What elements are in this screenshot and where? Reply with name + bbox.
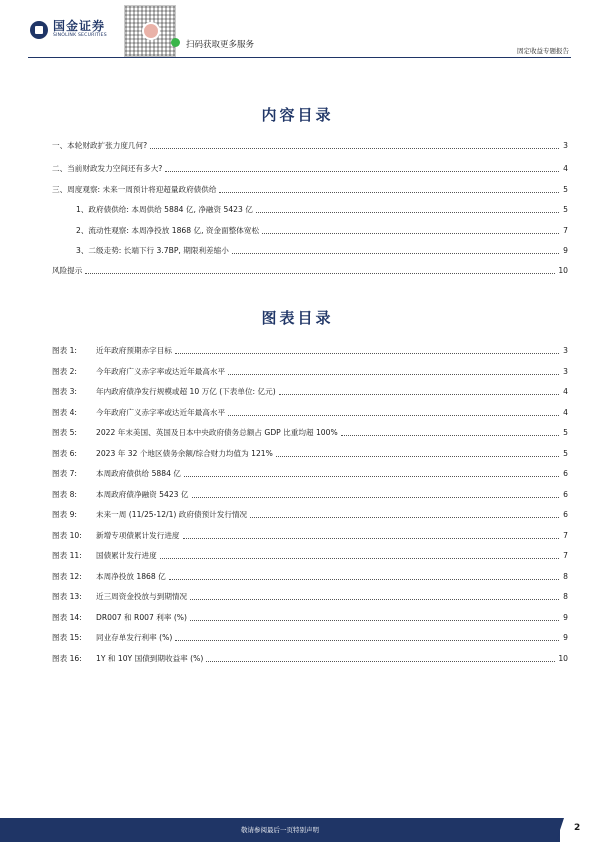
company-logo [30,20,107,39]
toc-item-page: 3 [563,141,568,150]
figure-number: 图表 9: [52,510,77,519]
figure-number: 图表 10: [52,530,82,540]
leader-dots [232,253,559,254]
figure-label: 本周净投放 1868 亿 [96,571,166,581]
figure-page: 8 [563,592,568,601]
figure-page: 5 [563,448,568,458]
toc-item-label: 风险提示 [52,266,83,275]
figure-label: 国债累计发行进度 [96,551,157,560]
figure-item[interactable] [52,611,568,623]
toc-subitem[interactable] [52,203,568,215]
figure-page: 4 [563,387,568,396]
toc-subitem[interactable] [52,244,568,256]
figure-item[interactable] [52,467,568,479]
figure-page: 8 [563,571,568,581]
figure-page: 7 [563,551,568,560]
toc-item-label: 一、本轮财政扩张力度几何? [52,141,148,150]
figure-page: 7 [563,530,568,540]
figure-item[interactable] [52,344,568,356]
figure-page: 4 [563,407,568,417]
toc-item[interactable] [52,162,568,174]
toc-item-page: 7 [563,226,568,235]
header-divider [28,57,571,58]
qr-code[interactable] [124,5,176,57]
figure-number: 图表 14: [52,612,82,622]
figure-label: 未来一周 (11/25-12/1) 政府债预计发行情况 [96,510,248,519]
figure-number: 图表 8: [52,489,77,499]
figure-item[interactable] [52,406,568,418]
leader-dots [175,640,559,641]
figure-number: 图表 4: [52,407,77,417]
figure-page: 3 [563,346,568,355]
figure-label: 本周政府债供给 5884 亿 [96,469,181,478]
toc-title: 内容目录 [261,106,334,124]
figure-item[interactable] [52,590,568,602]
figure-page: 6 [563,469,568,478]
leader-dots [250,517,559,518]
figure-number: 图表 16: [52,653,82,663]
figure-page: 9 [563,633,568,642]
toc-item-label: 二、当前财政发力空间还有多大? [52,164,163,173]
figure-label: 2022 年末美国、英国及日本中央政府债务总额占 GDP 比重均超 100% [96,428,338,437]
leader-dots [262,233,559,234]
figure-label: 近年政府预期赤字目标 [96,346,172,355]
leader-dots [276,456,559,457]
figure-item[interactable] [52,447,568,459]
leader-dots [85,273,555,274]
figures-title: 图表目录 [261,309,334,327]
figure-page: 3 [563,366,568,376]
toc-item[interactable] [52,139,568,151]
toc-item-label: 2、流动性观察: 本周净投放 1868 亿, 资金面整体宽松 [76,226,260,235]
page-header [0,0,595,62]
footer-disclaimer: 敬请参阅最后一页特别声明 [241,826,319,834]
figure-number: 图表 11: [52,551,82,560]
figure-page: 6 [563,510,568,519]
figure-label: 本周政府债净融资 5423 亿 [96,489,189,499]
leader-dots [256,212,559,213]
scan-prompt: 扫码获取更多服务 [186,40,255,50]
leader-dots [184,476,559,477]
figure-page: 10 [558,653,568,663]
figure-page: 6 [563,489,568,499]
leader-dots [183,538,559,539]
figure-label: DR007 和 R007 利率 (%) [96,612,187,622]
figure-page: 5 [563,428,568,437]
figure-page: 9 [563,612,568,622]
toc-item[interactable] [52,183,568,195]
figure-label: 1Y 和 10Y 国债到期收益率 (%) [96,653,204,663]
figure-label: 今年政府广义赤字率或达近年最高水平 [96,407,226,417]
leader-dots [165,171,559,172]
toc-item-page: 4 [563,164,568,173]
figure-number: 图表 15: [52,633,82,642]
leader-dots [279,394,559,395]
leader-dots [190,599,559,600]
leader-dots [192,497,560,498]
logo-english-name: SINOLINK SECURITIES [53,33,107,38]
figure-item[interactable] [52,570,568,582]
figure-label: 2023 年 32 个地区债务余额/综合财力均值为 121% [96,448,273,458]
figure-number: 图表 7: [52,469,77,478]
figure-label: 今年政府广义赤字率或达近年最高水平 [96,366,226,376]
leader-dots [175,353,559,354]
figure-label: 新增专项债累计发行进度 [96,530,180,540]
leader-dots [228,415,559,416]
leader-dots [206,661,555,662]
figure-number: 图表 12: [52,571,82,581]
toc-item-label: 三、周度观察: 未来一周预计将迎超量政府债供给 [52,185,217,194]
toc-item-page: 5 [563,205,568,214]
figure-item[interactable] [52,631,568,643]
figure-number: 图表 13: [52,592,82,601]
page-number: 2 [574,823,581,833]
figure-item[interactable] [52,529,568,541]
leader-dots [219,192,559,193]
toc-item-page: 9 [563,246,568,255]
qr-center-logo-icon [142,22,160,40]
figure-item[interactable] [52,652,568,664]
toc-item-label: 3、二级走势: 长端下行 3.7BP, 期限利差缩小 [76,246,229,255]
toc-item[interactable] [52,264,568,276]
figure-number: 图表 1: [52,346,77,355]
figure-number: 图表 2: [52,366,77,376]
leader-dots [169,579,559,580]
figure-label: 同业存单发行利率 (%) [96,633,173,642]
figure-number: 图表 6: [52,448,77,458]
figure-label: 近三周资金投放与到期情况 [96,592,188,601]
wechat-icon [171,38,180,47]
toc-item-page: 10 [558,266,568,275]
toc-item-label: 1、政府债供给: 本周供给 5884 亿, 净融资 5423 亿 [76,205,253,214]
figure-item[interactable] [52,488,568,500]
figure-item[interactable] [52,508,568,520]
leader-dots [160,558,559,559]
leader-dots [228,374,559,375]
figure-item[interactable] [52,549,568,561]
figure-item[interactable] [52,365,568,377]
logo-mark-icon [30,21,48,39]
figure-label: 年内政府债净发行规模或超 10 万亿 (下表单位: 亿元) [96,387,276,396]
figure-number: 图表 3: [52,387,77,396]
leader-dots [150,148,559,149]
logo-chinese-name: 国金证券 [53,19,106,33]
leader-dots [190,620,559,621]
report-type-label: 固定收益专题报告 [517,47,569,55]
toc-subitem[interactable] [52,224,568,236]
leader-dots [341,435,559,436]
toc-item-page: 5 [563,185,568,194]
figure-number: 图表 5: [52,428,77,437]
figure-item[interactable] [52,426,568,438]
figure-item[interactable] [52,385,568,397]
